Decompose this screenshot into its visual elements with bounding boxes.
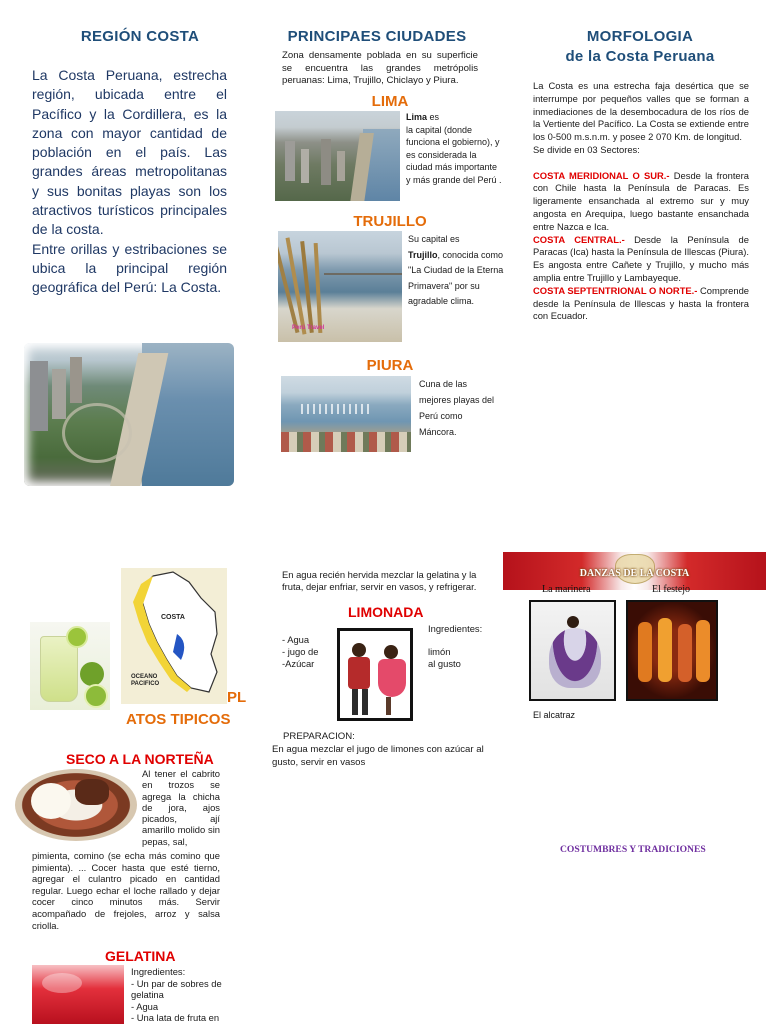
region-title: REGIÓN COSTA — [80, 28, 200, 45]
building — [301, 149, 309, 183]
building — [321, 139, 331, 185]
dancer-body — [348, 657, 370, 689]
lima-title: LIMA — [371, 93, 409, 110]
sector-sur-label: COSTA MERIDIONAL O SUR.- — [533, 169, 670, 181]
sector-central-label: COSTA CENTRAL.- — [533, 233, 625, 245]
building — [30, 361, 48, 431]
dancer — [638, 622, 652, 682]
meat — [75, 779, 109, 805]
dancer-leg — [362, 689, 368, 715]
dancer — [696, 620, 710, 682]
gelatina-ingredients — [131, 966, 231, 1024]
marinera-dancers-drawing — [337, 628, 413, 721]
gelatina-photo — [32, 965, 124, 1024]
map-ocean-label: OCEANO PACIFICO — [131, 674, 160, 687]
costumbres-title: COSTUMBRES Y TRADICIONES — [560, 844, 706, 855]
cities-intro: Zona densamente poblada en su superficie se encuentra las grandes metrópolis peruanas: Lima, Trujillo, Chiclayo y Piura. — [282, 50, 478, 87]
sector-sur: COSTA MERIDIONAL O SUR.- Desde la frontera con Chile hasta la Península de Paracas. Es ligeramente ensanchada al extremo sur y muy angosta en Arequipa, luego bastante ensanchada entre Nazca e Ica. — [533, 169, 749, 232]
rice — [31, 783, 71, 819]
piura-photo — [281, 376, 411, 452]
lime-slice — [84, 684, 108, 708]
dancer-head — [384, 645, 398, 659]
danzas-title: DANZAS DE LA COSTA — [579, 568, 690, 579]
platos-title-part1: PL — [227, 689, 247, 706]
region-paragraph-2: Entre orillas y estribaciones se ubica la principal región geográfica del Perú: La Costa. — [32, 240, 227, 296]
lima-description: la capital (donde funciona el gobierno), y es considerada la ciudad más importante y más grande del Perú . — [406, 124, 502, 185]
lima-photo — [275, 111, 400, 201]
dancer-leg — [386, 697, 391, 715]
limonada-ingredients-label: Ingredientes: — [428, 623, 483, 634]
building — [70, 357, 82, 403]
coast-aerial-photo — [24, 343, 234, 486]
alcatraz-label: El alcatraz — [533, 710, 576, 720]
dancer — [658, 618, 672, 682]
piura-description: Cuna de las mejores playas del Perú como Máncora. — [419, 379, 495, 437]
boats — [301, 404, 371, 414]
totora-boat — [314, 243, 323, 333]
seco-photo — [15, 769, 137, 841]
cities-title: PRINCIPAES CIUDADES — [287, 28, 467, 45]
dancer-head — [567, 616, 579, 628]
platos-title-part2: ATOS TIPICOS — [126, 711, 231, 728]
gelatina-ingredient: - Una lata de fruta en — [131, 1012, 220, 1024]
morfologia-text — [533, 80, 749, 323]
gelatina-title: GELATINA — [105, 948, 176, 964]
lima-name: Lima — [406, 112, 428, 122]
seco-text-wrap: Al tener el cabrito en trozos se agrega la chicha de jora, ajos picados, ají amarillo molido sin pepas, sal, — [142, 768, 220, 847]
trujillo-text: Su capital es Trujillo, conocida como "La Ciudad de la Eterna Primavera" por su agradable clima. — [408, 234, 504, 306]
trujillo-title: TRUJILLO — [353, 213, 427, 230]
building — [285, 141, 295, 181]
pier — [324, 273, 402, 275]
gelatina-ingredient: - Agua — [131, 1000, 159, 1012]
morfologia-intro: La Costa es una estrecha faja desértica que se interrumpe por pequeños valles que se forman a inmediaciones de la desembocadura de los ríos de la Vertiente del Pacífico. La Costa se extiende entre los 0-500 m.s.n.m. y posee 2 070 Km. de longitud. — [533, 80, 749, 143]
limonada-glass-photo — [30, 622, 110, 710]
peru-map — [121, 568, 227, 704]
seco-title: SECO A LA NORTEÑA — [66, 751, 214, 767]
lime — [80, 662, 104, 686]
limonada-prep-text: En agua mezclar el jugo de limones con azúcar al gusto, servir en vasos — [272, 744, 484, 768]
trujillo-name: Trujillo — [408, 249, 438, 260]
piura-title: PIURA — [366, 357, 414, 374]
dancer-leg — [352, 689, 358, 715]
lime-slice — [66, 626, 88, 648]
limonada-left-list: - Agua - jugo de -Azúcar — [282, 634, 319, 669]
map-costa-label: COSTA — [161, 614, 185, 621]
photo-watermark: Perú Travel — [292, 325, 325, 331]
morfologia-title: MORFOLOGIA — [586, 28, 694, 45]
dancer-dress — [378, 659, 406, 697]
region-text — [32, 66, 227, 298]
marinera-photo — [529, 600, 616, 701]
trujillo-photo — [278, 231, 402, 342]
dancer-head — [352, 643, 366, 657]
region-paragraph-1: La Costa Peruana, estrecha región, ubicada entre el Pacífico y la Cordillera, es la zona con mayor cantidad de población en el país. Las grandes áreas metropolitanas y sus bonitas playas son los atractivos turísticos principales de la costa. — [32, 67, 227, 238]
sector-central: COSTA CENTRAL.- Desde la Península de Paracas (Ica) hasta la Península de Illescas (Piura). Es angosta entre Cañete y Trujillo, y mucho más amplia entre Trujillo y Lambayeque. — [533, 233, 749, 283]
trujillo-description: , conocida como "La Ciudad de la Eterna Primavera" por su agradable clima. — [408, 249, 504, 306]
town-houses — [281, 432, 411, 452]
limonada-prep-label: PREPARACION: — [283, 731, 355, 742]
limonada-right-list: Ingredientes: limón al gusto — [428, 623, 508, 670]
building — [337, 151, 345, 181]
highlight — [42, 973, 82, 993]
sector-norte-label: COSTA SEPTENTRIONAL O NORTE.- — [533, 284, 698, 296]
seco-text: pimienta, comino (se echa más comino que pimienta). ... Cocer hasta que esté tierno, agregar el culantro picado en cantidad regular. Luego echar el loche rallado y dejar cocer cinco minutos más. Servir acompañado de frejoles, arroz y salsa criolla. — [32, 850, 220, 931]
gelatina-preparation: En agua recién hervida mezclar la gelatina y la fruta, dejar enfriar, servir en vasos, y refrigerar. — [282, 569, 477, 593]
dancer-dress — [549, 628, 601, 688]
festejo-label: El festejo — [652, 584, 691, 595]
gelatina-ingredients-label: Ingredientes: — [131, 966, 186, 977]
festejo-photo — [626, 600, 718, 701]
building — [52, 369, 66, 419]
dancer — [678, 624, 692, 682]
morfologia-subtitle: de la Costa Peruana — [565, 48, 715, 65]
park-road — [62, 403, 132, 463]
marinera-label: La marinera — [542, 584, 591, 595]
morfologia-sectors-lead: Se divide en 03 Sectores: — [533, 143, 640, 155]
sector-norte: COSTA SEPTENTRIONAL O NORTE.- Comprende desde la Península de Illescas y hasta la frontera con Ecuador. — [533, 284, 750, 322]
limonada-title: LIMONADA — [348, 604, 424, 620]
lima-text: Lima es la capital (donde funciona el gobierno), y es considerada la ciudad más importante y más grande del Perú . — [406, 112, 502, 185]
gelatina-ingredient: - Un par de sobres de gelatina — [131, 977, 222, 1001]
